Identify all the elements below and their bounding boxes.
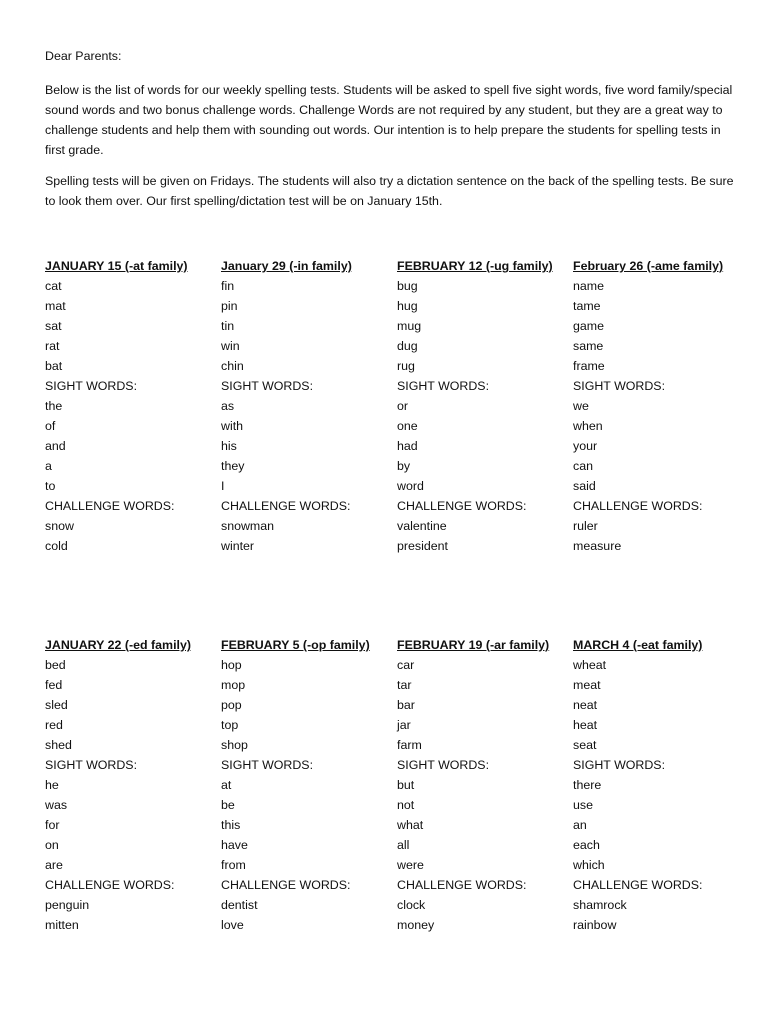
challenge-words-label: CHALLENGE WORDS: (221, 499, 351, 513)
family-word: hug (397, 299, 418, 313)
family-word: mop (221, 678, 246, 692)
challenge-word: clock (397, 898, 426, 912)
sight-word: can (573, 459, 593, 473)
letter-salutation: Dear Parents: (45, 49, 122, 63)
week-heading: FEBRUARY 5 (-op family) (221, 638, 370, 652)
family-word: bed (45, 658, 66, 672)
sight-word: your (573, 439, 598, 453)
family-word: sled (45, 698, 68, 712)
sight-words-label: SIGHT WORDS: (573, 379, 666, 393)
sight-word: an (573, 818, 587, 832)
family-word: neat (573, 698, 598, 712)
family-word: cat (45, 279, 62, 293)
sight-words-label: SIGHT WORDS: (221, 379, 314, 393)
family-word: bug (397, 279, 418, 293)
family-word: bar (397, 698, 415, 712)
family-word-list (221, 655, 397, 935)
family-word: fed (45, 678, 63, 692)
family-word: shed (45, 738, 72, 752)
spelling-lists-top-row (45, 256, 745, 556)
sight-word: or (397, 399, 409, 413)
sight-word: this (221, 818, 241, 832)
sight-word: not (397, 798, 415, 812)
sight-word: had (397, 439, 418, 453)
family-word: tin (221, 319, 235, 333)
challenge-word: winter (221, 539, 255, 553)
letter-paragraph-intro: Below is the list of words for our weekly spelling tests. Students will be asked to spell five sight words, five word family/special sound words and two bonus challenge words. Challenge Words are not required by any student, but they are a great way to challenge students and help them with sounding out words. Our intention is to help prepare the students for spelling tests in first grade. (45, 83, 733, 157)
sight-word: of (45, 419, 56, 433)
sight-word: each (573, 838, 600, 852)
week-column-feb-26 (573, 256, 749, 556)
sight-word: at (221, 778, 232, 792)
sight-words-label: SIGHT WORDS: (45, 379, 138, 393)
challenge-word: snowman (221, 519, 275, 533)
family-word-list (221, 276, 397, 556)
sight-word: were (397, 858, 424, 872)
challenge-words-label: CHALLENGE WORDS: (397, 878, 527, 892)
sight-word: to (45, 479, 56, 493)
sight-word: there (573, 778, 602, 792)
family-word: name (573, 279, 604, 293)
family-word: heat (573, 718, 598, 732)
challenge-words-label: CHALLENGE WORDS: (397, 499, 527, 513)
spelling-lists-bottom-row (45, 635, 745, 935)
challenge-word: mitten (45, 918, 79, 932)
sight-word: by (397, 459, 411, 473)
sight-word: word (397, 479, 424, 493)
sight-word: have (221, 838, 248, 852)
sight-word: all (397, 838, 410, 852)
week-heading: FEBRUARY 19 (-ar family) (397, 638, 550, 652)
sight-words-label: SIGHT WORDS: (397, 758, 490, 772)
family-word-list (45, 276, 221, 556)
sight-words-label: SIGHT WORDS: (573, 758, 666, 772)
family-word-list (397, 655, 573, 935)
sight-word: a (45, 459, 52, 473)
challenge-words-label: CHALLENGE WORDS: (573, 499, 703, 513)
family-word-list (573, 655, 749, 935)
family-word: pin (221, 299, 238, 313)
challenge-words-label: CHALLENGE WORDS: (45, 499, 175, 513)
sight-word: we (573, 399, 589, 413)
sight-word: one (397, 419, 418, 433)
family-word: frame (573, 359, 605, 373)
sight-word: when (573, 419, 603, 433)
sight-word: from (221, 858, 246, 872)
sight-word: his (221, 439, 237, 453)
letter-paragraph-schedule: Spelling tests will be given on Fridays. The students will also try a dictation sentence on the back of the spelling tests. Be sure to look them over. Our first spelling/dictation test will be on January 15th. (45, 174, 734, 208)
sight-word: are (45, 858, 63, 872)
week-heading: FEBRUARY 12 (-ug family) (397, 259, 553, 273)
week-heading: February 26 (-ame family) (573, 259, 724, 273)
challenge-word: penguin (45, 898, 90, 912)
family-word: shop (221, 738, 248, 752)
family-word: top (221, 718, 239, 732)
family-word: tame (573, 299, 601, 313)
family-word-list (573, 276, 749, 556)
family-word: game (573, 319, 604, 333)
week-column-mar-4 (573, 635, 749, 935)
family-word-list (397, 276, 573, 556)
week-heading: January 29 (-in family) (221, 259, 352, 273)
sight-words-label: SIGHT WORDS: (221, 758, 314, 772)
family-word: farm (397, 738, 422, 752)
family-word: tar (397, 678, 412, 692)
sight-words-label: SIGHT WORDS: (397, 379, 490, 393)
challenge-word: snow (45, 519, 74, 533)
family-word: hop (221, 658, 242, 672)
family-word: jar (397, 718, 411, 732)
challenge-word: president (397, 539, 448, 553)
family-word-list (45, 655, 221, 935)
sight-word: be (221, 798, 235, 812)
sight-word: with (221, 419, 244, 433)
sight-word: and (45, 439, 66, 453)
family-word: mat (45, 299, 66, 313)
sight-word: but (397, 778, 415, 792)
week-heading: MARCH 4 (-eat family) (573, 638, 703, 652)
week-column-feb-12 (397, 256, 573, 556)
sight-word: which (573, 858, 605, 872)
week-column-jan-29 (221, 256, 397, 556)
family-word: same (573, 339, 604, 353)
family-word: mug (397, 319, 422, 333)
sight-word: the (45, 399, 63, 413)
sight-word: for (45, 818, 60, 832)
sight-words-label: SIGHT WORDS: (45, 758, 138, 772)
family-word: rat (45, 339, 60, 353)
family-word: win (221, 339, 240, 353)
sight-word: I (221, 479, 225, 493)
challenge-words-label: CHALLENGE WORDS: (573, 878, 703, 892)
challenge-words-label: CHALLENGE WORDS: (45, 878, 175, 892)
family-word: wheat (573, 658, 607, 672)
family-word: dug (397, 339, 418, 353)
family-word: car (397, 658, 415, 672)
challenge-words-label: CHALLENGE WORDS: (221, 878, 351, 892)
family-word: pop (221, 698, 242, 712)
family-word: fin (221, 279, 235, 293)
week-column-feb-19 (397, 635, 573, 935)
week-column-feb-5 (221, 635, 397, 935)
challenge-word: ruler (573, 519, 598, 533)
family-word: chin (221, 359, 244, 373)
week-heading: JANUARY 15 (-at family) (45, 259, 188, 273)
parent-letter (45, 46, 735, 222)
sight-word: he (45, 778, 59, 792)
challenge-word: cold (45, 539, 68, 553)
family-word: rug (397, 359, 415, 373)
week-heading: JANUARY 22 (-ed family) (45, 638, 191, 652)
family-word: sat (45, 319, 62, 333)
challenge-word: measure (573, 539, 622, 553)
sight-word: said (573, 479, 596, 493)
sight-word: they (221, 459, 245, 473)
challenge-word: money (397, 918, 435, 932)
family-word: meat (573, 678, 601, 692)
family-word: bat (45, 359, 63, 373)
family-word: red (45, 718, 63, 732)
sight-word: on (45, 838, 59, 852)
week-column-jan-15 (45, 256, 221, 556)
challenge-word: valentine (397, 519, 447, 533)
challenge-word: love (221, 918, 244, 932)
challenge-word: shamrock (573, 898, 627, 912)
sight-word: was (45, 798, 68, 812)
sight-word: use (573, 798, 593, 812)
challenge-word: dentist (221, 898, 258, 912)
sight-word: what (397, 818, 424, 832)
challenge-word: rainbow (573, 918, 617, 932)
sight-word: as (221, 399, 235, 413)
family-word: seat (573, 738, 597, 752)
week-column-jan-22 (45, 635, 221, 935)
